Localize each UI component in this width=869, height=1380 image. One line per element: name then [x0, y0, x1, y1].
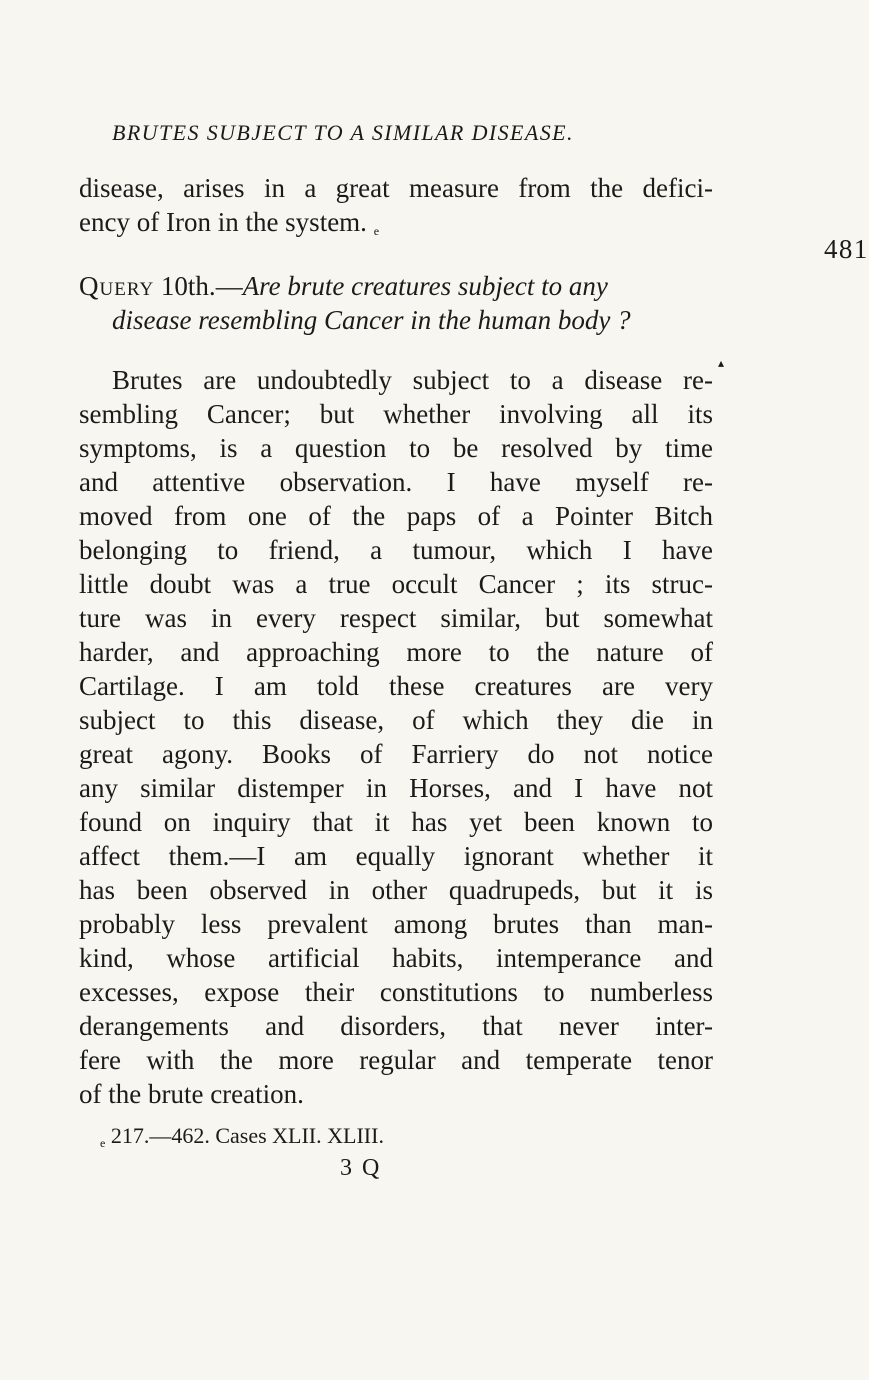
page-number: 481 — [824, 234, 869, 264]
text-line-8: belonging to friend, a tumour, which I have — [79, 535, 713, 565]
text-line-2-main: ency of Iron in the system. — [79, 207, 367, 237]
query-question-line-2: disease resembling Cancer in the human body ? — [112, 305, 631, 335]
text-line-14: great agony. Books of Farriery do not notice — [79, 739, 713, 769]
query-dash: — — [215, 271, 243, 301]
text-line-18: has been observed in other quadrupeds, but it is — [79, 875, 713, 905]
query-label: Query — [79, 271, 155, 301]
footnote-reference: e — [373, 224, 380, 238]
text-line-9: little doubt was a true occult Cancer ; its struc- — [79, 569, 713, 599]
footnote-text: 217.—462. Cases XLII. XLIII. — [110, 1123, 384, 1148]
text-line-16: found on inquiry that it has yet been known to — [79, 807, 713, 837]
text-line-15: any similar distemper in Horses, and I have not — [79, 773, 713, 803]
text-line-20: kind, whose artificial habits, intemperance and — [79, 943, 713, 973]
printing-mark-glyph: ▴ — [718, 356, 725, 370]
text-line-12: Cartilage. I am told these creatures are very — [79, 671, 713, 701]
text-line-2 — [79, 205, 379, 239]
printing-mark — [718, 356, 724, 370]
text-line-4: sembling Cancer; but whether involving all its — [79, 399, 713, 429]
text-line-19: probably less prevalent among brutes than man- — [79, 909, 713, 939]
text-line-3: Brutes are undoubtedly subject to a disease re- — [112, 365, 713, 395]
text-line-10: ture was in every respect similar, but somewhat — [79, 603, 713, 633]
footnote-marker: e — [100, 1136, 106, 1150]
text-line-23: fere with the more regular and temperate tenor — [79, 1045, 713, 1075]
text-line-22: derangements and disorders, that never inter- — [79, 1011, 713, 1041]
signature-mark: 3 Q — [340, 1155, 382, 1181]
text-line-24: of the brute creation. — [79, 1079, 304, 1109]
text-line-1: disease, arises in a great measure from the defici- — [79, 173, 713, 203]
running-title: BRUTES SUBJECT TO A SIMILAR DISEASE. — [112, 120, 574, 145]
query-number: 10th. — [160, 271, 216, 301]
query-question-part-1: Are brute creatures subject to any — [242, 271, 608, 301]
footnote — [100, 1122, 384, 1157]
text-line-7: moved from one of the paps of a Pointer Bitch — [79, 501, 713, 531]
text-line-13: subject to this disease, of which they die in — [79, 705, 713, 735]
text-line-17: affect them.—I am equally ignorant whether it — [79, 841, 713, 871]
text-line-6: and attentive observation. I have myself re- — [79, 467, 713, 497]
query-heading-line — [79, 269, 608, 303]
text-line-21: excesses, expose their constitutions to numberless — [79, 977, 713, 1007]
text-line-11: harder, and approaching more to the nature of — [79, 637, 713, 667]
text-line-5: symptoms, is a question to be resolved by time — [79, 433, 713, 463]
